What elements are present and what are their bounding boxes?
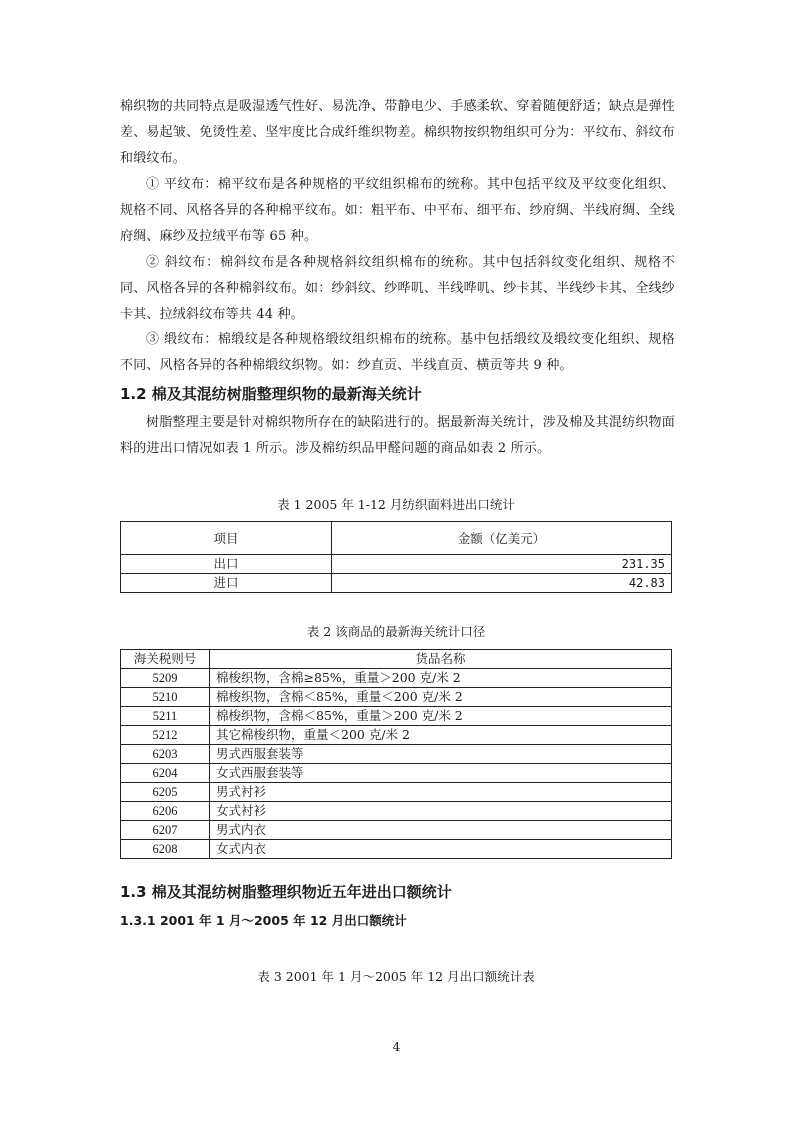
twill-paragraph: ② 斜纹布：棉斜纹布是各种规格斜纹组织棉布的统称。其中包括斜纹变化组织、规格不同、风格各异的各种棉斜纹布。如：纱斜纹、纱哗叽、半线哗叽、纱卡其、半线纱卡其、全线纱卡其、拉绒斜纹布等共 44 种。 (120, 255, 675, 322)
goods-name-cell: 男式衬衫 (210, 783, 672, 802)
table-header-row (121, 522, 672, 555)
code-cell: 5209 (121, 669, 210, 688)
code-cell: 6203 (121, 745, 210, 764)
goods-name-cell: 女式内衣 (210, 840, 672, 859)
table-row (121, 688, 672, 707)
table2-caption: 表 2 该商品的最新海关统计口径 (306, 624, 486, 639)
item-cell: 进口 (121, 574, 332, 593)
section-1-2-paragraph: 树脂整理主要是针对棉织物所存在的缺陷进行的。据最新海关统计，涉及棉及其混纺织物面料的进出口情况如表 1 所示。涉及棉纺织品甲醛问题的商品如表 2 所示。 (120, 415, 675, 456)
code-cell: 6206 (121, 802, 210, 821)
table-row (121, 574, 672, 593)
goods-name-cell: 男式内衣 (210, 821, 672, 840)
section-heading-1-2: 1.2 棉及其混纺树脂整理织物的最新海关统计 (120, 385, 422, 403)
page-number: 4 (392, 1040, 401, 1054)
amount-cell: 231.35 (332, 555, 672, 574)
table-row (121, 783, 672, 802)
plain-weave-paragraph: ① 平纹布：棉平纹布是各种规格的平纹组织棉布的统称。其中包括平纹及平纹变化组织、规格不同、风格各异的各种棉平纹布。如：粗平布、中平布、细平布、纱府绸、半线府绸、全线府绸、麻纱及拉绒平布等 65 种。 (120, 177, 675, 244)
goods-name-cell: 女式西服套装等 (210, 764, 672, 783)
code-cell: 5210 (121, 688, 210, 707)
table-row (121, 840, 672, 859)
table-row (121, 726, 672, 745)
column-header: 项目 (121, 522, 332, 555)
table-row (121, 745, 672, 764)
goods-name-cell: 其它棉梭织物，重量＜200 克/米 2 (210, 726, 672, 745)
column-header: 货品名称 (210, 650, 672, 669)
table-row (121, 555, 672, 574)
column-header: 海关税则号 (121, 650, 210, 669)
goods-name-cell: 棉梭织物，含棉＜85%，重量＞200 克/米 2 (210, 707, 672, 726)
code-cell: 5211 (121, 707, 210, 726)
goods-name-cell: 棉梭织物，含棉＜85%，重量＜200 克/米 2 (210, 688, 672, 707)
table-row (121, 669, 672, 688)
column-header: 金额（亿美元） (332, 522, 672, 555)
satin-paragraph: ③ 缎纹布：棉缎纹是各种规格缎纹组织棉布的统称。基中包括缎纹及缎纹变化组织、规格不同、风格各异的各种棉缎纹织物。如：纱直贡、半线直贡、横贡等共 9 种。 (120, 332, 675, 373)
table1-caption: 表 1 2005 年 1-12 月纺织面料进出口统计 (277, 497, 515, 512)
table-row (121, 802, 672, 821)
goods-name-cell: 棉梭织物，含棉≥85%，重量＞200 克/米 2 (210, 669, 672, 688)
export-import-table (120, 521, 672, 593)
table-header-row (121, 650, 672, 669)
goods-name-cell: 女式衬衫 (210, 802, 672, 821)
code-cell: 6205 (121, 783, 210, 802)
code-cell: 5212 (121, 726, 210, 745)
subsection-heading-1-3-1: 1.3.1 2001 年 1 月～2005 年 12 月出口额统计 (120, 913, 407, 928)
table-row (121, 707, 672, 726)
table3-caption: 表 3 2001 年 1 月～2005 年 12 月出口额统计表 (257, 969, 535, 984)
amount-cell: 42.83 (332, 574, 672, 593)
section-heading-1-3: 1.3 棉及其混纺树脂整理织物近五年进出口额统计 (120, 883, 452, 901)
code-cell: 6204 (121, 764, 210, 783)
intro-paragraph: 棉织物的共同特点是吸湿透气性好、易洗净、带静电少、手感柔软、穿着随便舒适；缺点是弹性差、易起皱、免烫性差、坚牢度比合成纤维织物差。棉织物按织物组织可分为：平纹布、斜纹布和缎纹布。 (120, 99, 675, 166)
code-cell: 6207 (121, 821, 210, 840)
item-cell: 出口 (121, 555, 332, 574)
table-row (121, 821, 672, 840)
customs-code-table (120, 649, 672, 859)
goods-name-cell: 男式西服套装等 (210, 745, 672, 764)
code-cell: 6208 (121, 840, 210, 859)
table-row (121, 764, 672, 783)
